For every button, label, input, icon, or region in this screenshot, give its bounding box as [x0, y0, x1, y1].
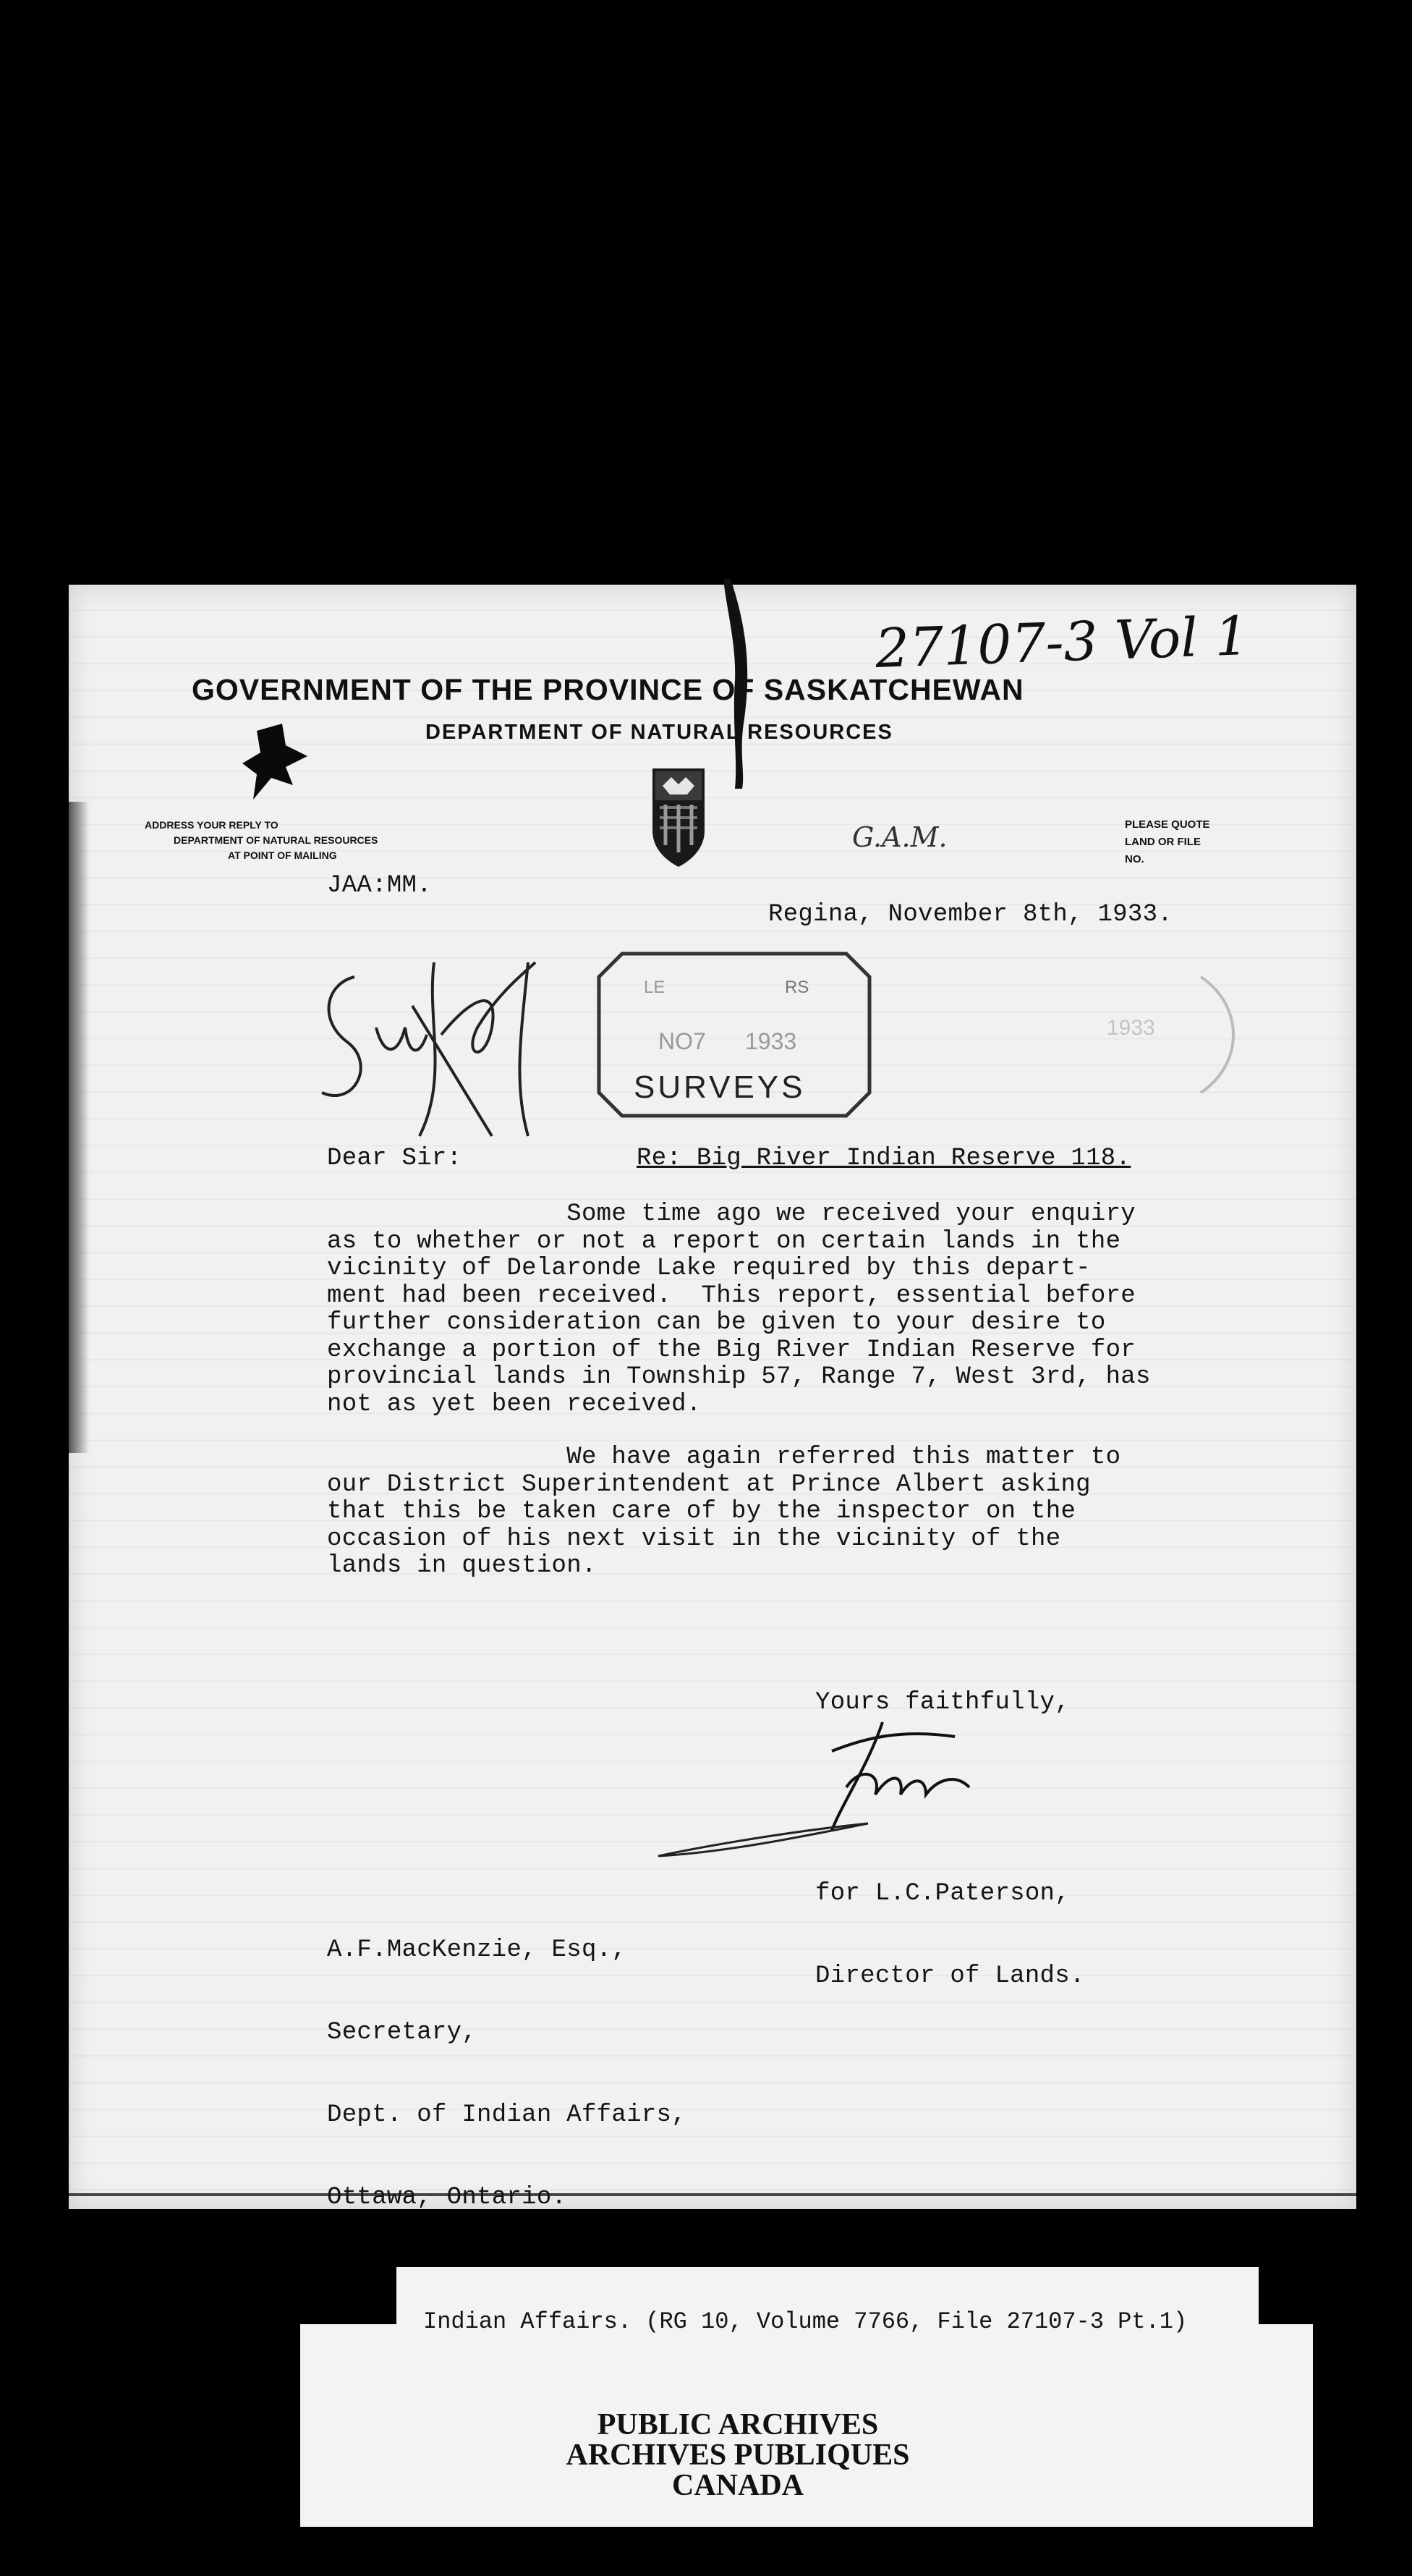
sheet-bottom-rule: [69, 2193, 1356, 2196]
svg-text:LE: LE: [644, 978, 665, 997]
signer-title: Director of Lands.: [815, 1962, 1085, 1990]
archive-label-notch: [1313, 2324, 1356, 2527]
recipient-line: Ottawa, Ontario.: [327, 2184, 567, 2211]
svg-text:NO7: NO7: [658, 1028, 706, 1054]
recipient-line: Secretary,: [327, 2019, 477, 2046]
quote-file-note: [1125, 816, 1210, 868]
address-reply-note: [145, 818, 378, 863]
handwritten-surveys-note: [311, 919, 586, 1151]
archive-label-notch: [250, 2324, 300, 2527]
public-archives-stamp: [463, 2410, 1013, 2501]
handwritten-file-number: 27107-3 Vol 1: [874, 605, 1250, 680]
saskatchewan-crest-icon: [650, 766, 707, 868]
letterhead-department: DEPARTMENT OF NATURAL RESOURCES: [425, 721, 893, 744]
letter-date: Regina, November 8th, 1933.: [768, 901, 1173, 928]
address-note-line: AT POINT OF MAILING: [228, 850, 337, 861]
body-paragraph-1: Some time ago we received your enquiry as to whether or not a report on certain lands in the vicinity of Delaronde Lake required by this depart- ment had been received. This report, essential before further consideration can be given to your desire to exchange a portion of the Big River Indian Reserve for provincial lands in Township 57, Range 7, West 3rd, has not as yet been received.: [327, 1200, 1151, 1418]
recipient-line: Dept. of Indian Affairs,: [327, 2101, 686, 2129]
subject-line: Re: Big River Indian Reserve 118.: [637, 1145, 1131, 1172]
ink-blot-mark: [242, 724, 311, 803]
quote-note-line: LAND OR FILE: [1125, 836, 1201, 848]
sheet-edge-shadow: [69, 802, 89, 1453]
signer-name: for L.C.Paterson,: [815, 1880, 1070, 1907]
reference-initials: JAA:MM.: [327, 872, 432, 899]
handwritten-initials: G.A.M.: [852, 821, 948, 853]
recipient-address: [327, 1881, 686, 2239]
closing-line: Yours faithfully,: [815, 1689, 1070, 1716]
recipient-line: A.F.MacKenzie, Esq.,: [327, 1936, 627, 1964]
faint-date-stamp: [1013, 962, 1244, 1100]
quote-note-line: NO.: [1125, 853, 1144, 865]
archive-reference: Indian Affairs. (RG 10, Volume 7766, File 27107-3 Pt.1): [423, 2308, 1188, 2335]
archive-stamp-line: CANADA: [672, 2469, 804, 2502]
svg-text:1933: 1933: [1107, 1016, 1155, 1040]
archive-stamp-line: PUBLIC ARCHIVES: [597, 2408, 879, 2441]
svg-text:1933: 1933: [745, 1028, 797, 1054]
stamp-surveys-label: SURVEYS: [634, 1069, 806, 1105]
svg-text:RS: RS: [785, 978, 809, 997]
body-paragraph-2: We have again referred this matter to our District Superintendent at Prince Albert asking that this be taken care of by the inspector on the occasion of his next visit in the vicinity of the lands in question.: [327, 1444, 1121, 1580]
signer-block: [815, 1825, 1085, 2017]
address-note-line: ADDRESS YOUR REPLY TO: [145, 819, 278, 831]
letterhead-government: GOVERNMENT OF THE PROVINCE OF SASKATCHEWAN: [192, 673, 1024, 706]
salutation: Dear Sir:: [327, 1145, 462, 1172]
quote-note-line: PLEASE QUOTE: [1125, 818, 1210, 831]
address-note-line: DEPARTMENT OF NATURAL RESOURCES: [174, 834, 378, 846]
archive-stamp-line: ARCHIVES PUBLIQUES: [566, 2439, 910, 2472]
